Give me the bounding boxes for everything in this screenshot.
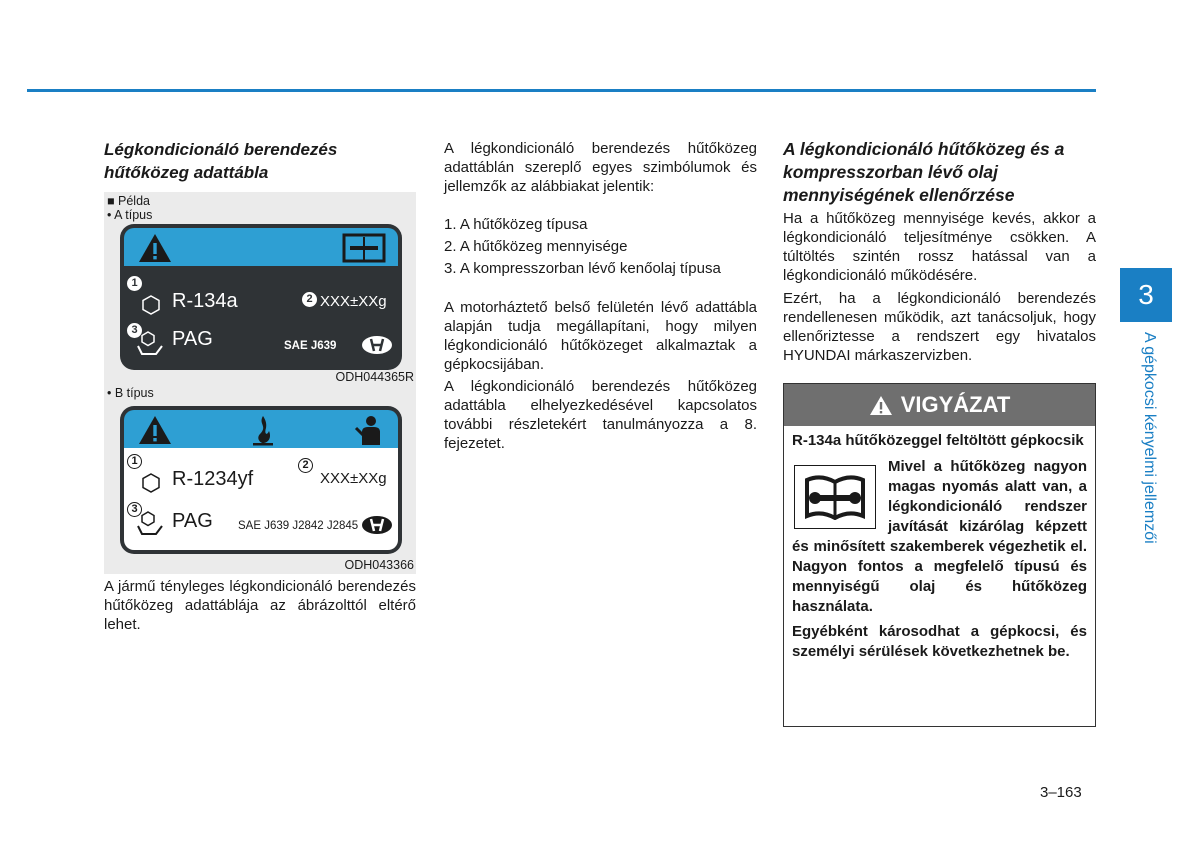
label-a-body bbox=[124, 266, 398, 366]
warning-triangle-icon bbox=[138, 233, 172, 263]
chapter-tab: 3 bbox=[1120, 268, 1172, 322]
warning-subtitle: R-134a hűtőközeggel feltöltött gépkocsik bbox=[792, 432, 1084, 449]
oil-type: PAG bbox=[172, 328, 213, 350]
figure-caption: A jármű tényleges légkondicionáló berendezés hűtőközeg adattáblája az ábrázolttól eltérő lehet. bbox=[104, 578, 416, 633]
marker-1: 1 bbox=[127, 454, 142, 469]
label-b-header bbox=[124, 410, 398, 448]
warning-title: VIGYÁZAT bbox=[900, 392, 1011, 417]
oil-type: PAG bbox=[172, 510, 213, 532]
sae-standard: SAE J639 J2842 J2845 bbox=[238, 520, 359, 532]
label-b-body bbox=[124, 448, 398, 550]
warning-text-1: Mivel a hűtőközeg nagyon magas nyomás alatt van, a légkondicionáló rendszer javítását kizárólag képzett és minősített szakemberek végezhetik el. Nagyon fontos a megfelelő típusú és mennyiségű olaj és hűtőközeg használata. bbox=[792, 458, 1087, 615]
label-figure bbox=[104, 192, 416, 574]
technician-icon bbox=[354, 414, 382, 446]
section-heading-check: A légkondicionáló hűtőközeg és a kompresszorban lévő olaj mennyiségének ellenőrzése bbox=[783, 139, 1065, 205]
hyundai-logo-icon bbox=[360, 514, 394, 536]
list-item: 1. A hűtőközeg típusa bbox=[444, 216, 588, 233]
middle-column bbox=[444, 139, 757, 453]
warning-triangle-icon bbox=[869, 395, 893, 416]
hyundai-logo-icon bbox=[360, 334, 394, 356]
figure-code-a: ODH044365R bbox=[335, 370, 414, 384]
list-item: 3. A kompresszorban lévő kenőolaj típusa bbox=[444, 260, 721, 277]
figure-code-b: ODH043366 bbox=[344, 558, 414, 572]
right-column bbox=[783, 138, 1096, 365]
left-column bbox=[104, 138, 416, 184]
refrigerant-type: R-134a bbox=[172, 290, 238, 312]
header-rule bbox=[27, 89, 1096, 92]
list-item: 2. A hűtőközeg mennyisége bbox=[444, 238, 628, 255]
section-heading-label: Légkondicionáló berendezés hűtőközeg adattábla bbox=[104, 140, 338, 182]
marker-2: 2 bbox=[298, 458, 313, 473]
service-manual-icon bbox=[803, 474, 867, 520]
location-paragraph: A motorháztető belső felületén lévő adattábla alapján tudja megállapítani, hogy milyen légkondicionáló hűtőközeget alkalmaztak a gépkocsijában. bbox=[444, 299, 757, 373]
refrigerant-icon bbox=[140, 294, 162, 316]
page-number: 3–163 bbox=[1040, 784, 1082, 801]
warning-body bbox=[784, 426, 1095, 667]
type-a-label: • A típus bbox=[107, 208, 153, 222]
label-type-b bbox=[120, 406, 402, 554]
service-manual-icon bbox=[342, 233, 386, 263]
warning-text-2: Egyébként károsodhat a gépkocsi, és személyi sérülések következhetnek be. bbox=[792, 623, 1087, 660]
label-a-header bbox=[124, 228, 398, 266]
flammable-icon bbox=[250, 414, 276, 446]
oil-can-icon bbox=[136, 510, 166, 538]
example-note: ■ Példa bbox=[107, 194, 150, 208]
marker-1: 1 bbox=[127, 276, 142, 291]
refrigerant-type: R-1234yf bbox=[172, 468, 254, 490]
symbol-list bbox=[444, 215, 757, 278]
refrigerant-amount: XXX±XXg bbox=[320, 470, 387, 487]
low-refrigerant-paragraph: Ha a hűtőközeg mennyisége kevés, akkor a légkondicionáló teljesítménye csökken. A túltöltés szintén rossz hatással van a légkondicionáló működésére. bbox=[783, 210, 1096, 284]
chapter-title: A gépkocsi kényelmi jellemzői bbox=[1141, 332, 1158, 544]
type-b-label: • B típus bbox=[107, 386, 154, 400]
marker-3: 3 bbox=[127, 502, 142, 517]
marker-2: 2 bbox=[302, 292, 317, 307]
marker-3: 3 bbox=[127, 323, 142, 338]
warning-header bbox=[784, 384, 1095, 426]
warning-triangle-icon bbox=[138, 415, 172, 445]
reference-paragraph: A légkondicionáló berendezés hűtőközeg adattábla elhelyezkedésével kapcsolatos további részletekért tanulmányozza a 8. fejezetet. bbox=[444, 378, 757, 452]
warning-box bbox=[783, 383, 1096, 727]
oil-can-icon bbox=[136, 330, 166, 358]
sae-standard: SAE J639 bbox=[284, 340, 337, 352]
service-advice-paragraph: Ezért, ha a légkondicionáló berendezés rendellenesen működik, azt tanácsoljuk, hogy ellenőriztesse a rendszert egy hivatalos HYUNDAI márkaszervizben. bbox=[783, 290, 1096, 364]
refrigerant-amount: XXX±XXg bbox=[320, 293, 387, 310]
service-manual-icon-frame bbox=[794, 465, 876, 529]
intro-paragraph: A légkondicionáló berendezés hűtőközeg adattáblán szereplő egyes szimbólumok és jellemzők az alábbiakat jelentik: bbox=[444, 140, 757, 195]
label-type-a bbox=[120, 224, 402, 370]
refrigerant-icon bbox=[140, 472, 162, 494]
